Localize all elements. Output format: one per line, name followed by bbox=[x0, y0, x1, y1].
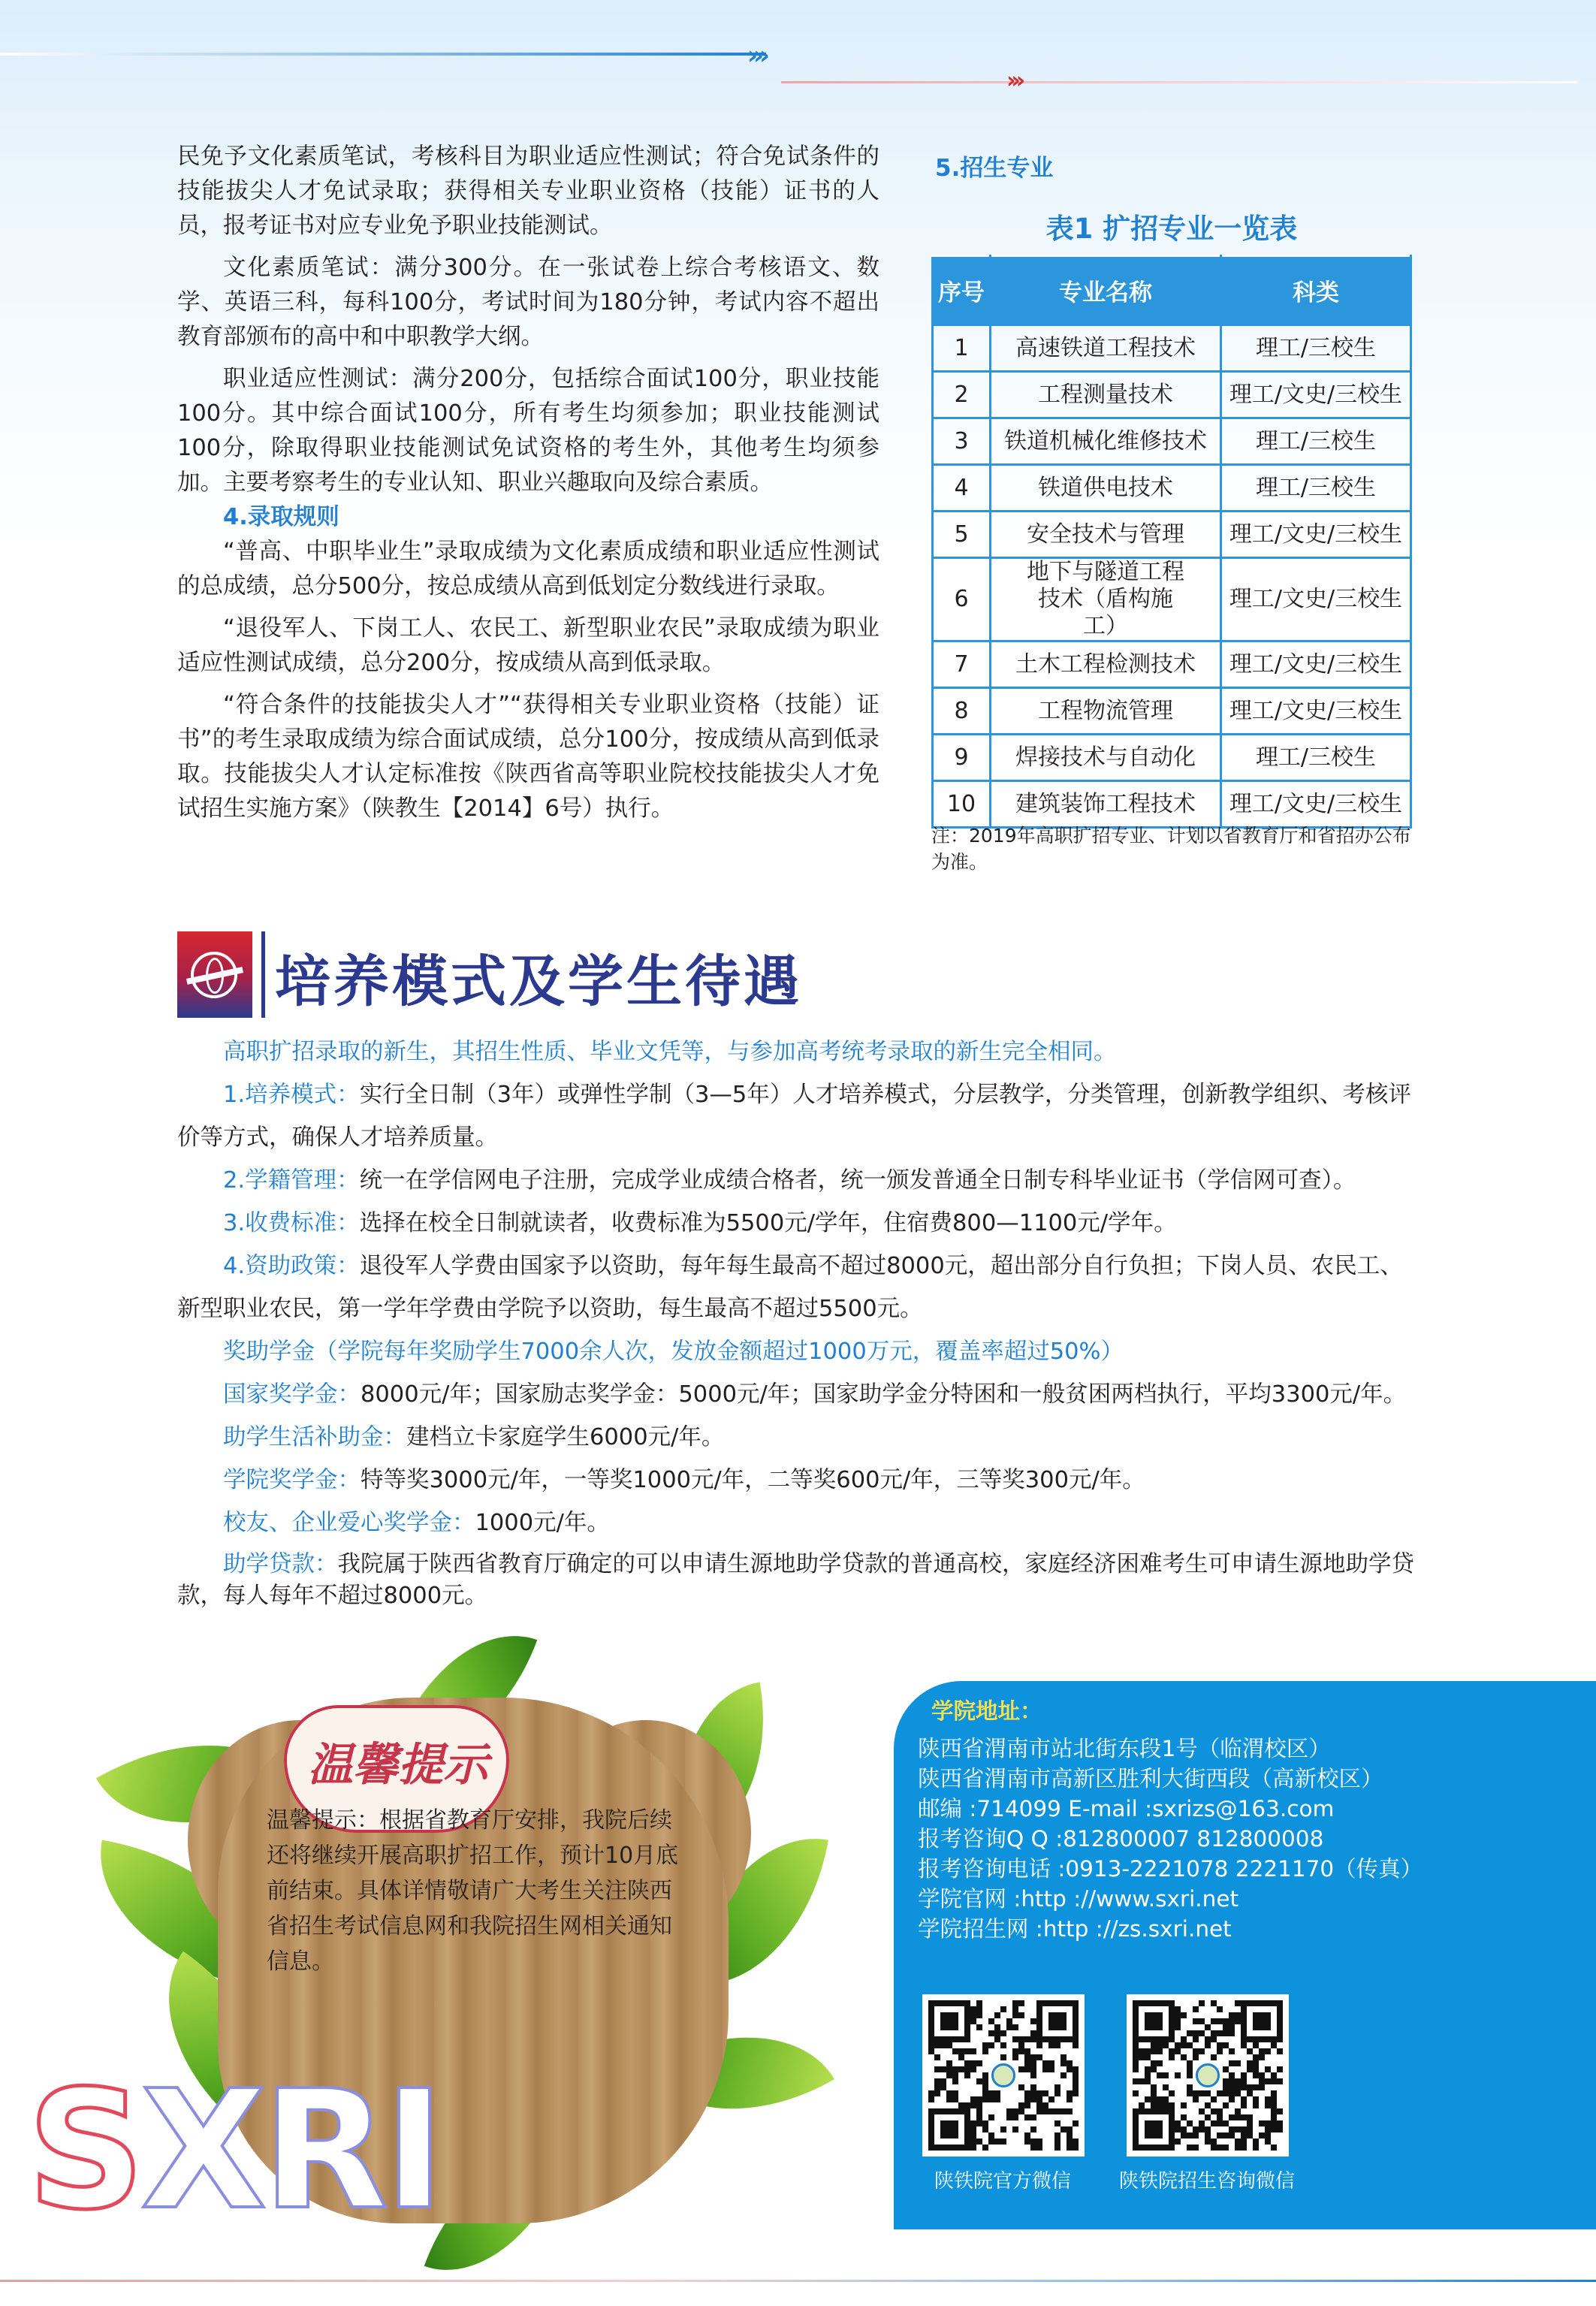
tip-badge-text: 温馨提示 bbox=[308, 1739, 488, 1791]
paragraph: 文化素质笔试：满分300分。在一张试卷上综合考核语文、数学、英语三科，每科100分，考试时间为180分钟，考试内容不超出教育部颁布的高中和中职教学大纲。 bbox=[177, 255, 879, 350]
item-text: 特等奖3000元/年，一等奖1000元/年，二等奖600元/年，三等奖300元/年。 bbox=[361, 1467, 1145, 1493]
section-heading: 5.招生专业 bbox=[935, 155, 1054, 182]
contact-line: 陕西省渭南市站北街东段1号（临渭校区） bbox=[918, 1736, 1331, 1761]
table-row bbox=[933, 781, 1411, 828]
intro-text: 高职扩招录取的新生，其招生性质、毕业文凭等，与参加高考统考录取的新生完全相同。 bbox=[223, 1039, 1117, 1065]
logo-letter: S bbox=[27, 2056, 141, 2246]
item-text: 实行全日制（3年）或弹性学制（3—5年）人才培养模式，分层教学，分类管理，创新教学组织、考核评价等方式，确保人才培养质量。 bbox=[177, 1082, 1411, 1151]
contact-info bbox=[918, 1696, 1564, 1944]
table-cell: 理工/三校生 bbox=[1221, 325, 1411, 372]
table-cell: 铁道机械化维修技术 bbox=[991, 418, 1221, 465]
table-title: 表1 扩招专业一览表 bbox=[1045, 213, 1298, 245]
official-wechat-qr[interactable] bbox=[922, 1994, 1085, 2157]
sxri-logo bbox=[27, 2056, 441, 2246]
qr-logo-icon bbox=[1196, 2063, 1220, 2087]
table-row bbox=[933, 512, 1411, 558]
table-row bbox=[933, 418, 1411, 465]
contact-line: 报考咨询电话 :0913-2221078 2221170（传真） bbox=[918, 1856, 1423, 1882]
table-cell: 1 bbox=[933, 325, 991, 372]
item-label: 3.收费标准： bbox=[223, 1210, 360, 1236]
policy-item bbox=[177, 1245, 1424, 1330]
table-cell: 理工/三校生 bbox=[1221, 735, 1411, 781]
item-text: 统一在学信网电子注册，完成学业成绩合格者，统一颁发普通全日制专科毕业证书（学信网可查）。 bbox=[359, 1167, 1356, 1194]
table-cell: 9 bbox=[933, 735, 991, 781]
item-label: 助学贷款： bbox=[223, 1551, 338, 1577]
policy-item bbox=[177, 1073, 1424, 1159]
contact-label: 学院地址： bbox=[931, 1698, 1042, 1724]
admission-wechat-qr[interactable] bbox=[1127, 1994, 1289, 2157]
table-cell: 3 bbox=[933, 418, 991, 465]
item-text: 选择在校全日制就读者，收费标准为5500元/学年，住宿费800—1100元/学年。 bbox=[359, 1210, 1177, 1236]
qr-logo-icon bbox=[991, 2063, 1015, 2087]
table-cell: 4 bbox=[933, 465, 991, 512]
table-cell: 建筑装饰工程技术 bbox=[991, 781, 1221, 828]
item-label: 2.学籍管理： bbox=[223, 1167, 360, 1194]
section-title: 培养模式及学生待遇 bbox=[275, 949, 802, 1014]
tip-text bbox=[267, 1803, 687, 1979]
table-cell: 安全技术与管理 bbox=[991, 512, 1221, 558]
item-label: 4.资助政策： bbox=[223, 1253, 360, 1279]
section-heading: 4.录取规则 bbox=[223, 504, 339, 530]
table-cell: 10 bbox=[933, 781, 991, 828]
item-text: 1000元/年。 bbox=[475, 1510, 610, 1536]
section2-body bbox=[177, 1031, 1424, 1612]
qr-caption: 陕铁院官方微信 bbox=[934, 2170, 1071, 2193]
table-cell: 理工/三校生 bbox=[1221, 465, 1411, 512]
table-cell: 理工/文史/三校生 bbox=[1221, 688, 1411, 735]
red-arrows-icon: ››› bbox=[1006, 68, 1021, 94]
award-item bbox=[177, 1373, 1424, 1416]
table-cell: 工程测量技术 bbox=[991, 372, 1221, 418]
contact-line: 学院官网 :http ://www.sxri.net bbox=[918, 1886, 1239, 1912]
table-cell: 6 bbox=[933, 558, 991, 641]
item-label: 国家奖学金： bbox=[223, 1381, 361, 1408]
table-row bbox=[933, 641, 1411, 688]
scholarship-lead: 奖助学金（学院每年奖励学生7000余人次，发放金额超过1000万元，覆盖率超过50%） bbox=[223, 1339, 1124, 1365]
table-cell: 焊接技术与自动化 bbox=[991, 735, 1221, 781]
logo-letters: XRI bbox=[140, 2056, 441, 2246]
table-cell: 7 bbox=[933, 641, 991, 688]
policy-item bbox=[177, 1202, 1424, 1245]
top-decor-line-red bbox=[781, 81, 1577, 83]
paragraph: 民免予文化素质笔试，考核科目为职业适应性测试；符合免试条件的技能拔尖人才免试录取；获得相关专业职业资格（技能）证书的人员，报考证书对应专业免予职业技能测试。 bbox=[177, 143, 879, 239]
left-column bbox=[177, 140, 879, 826]
award-item bbox=[177, 1416, 1424, 1459]
award-item bbox=[177, 1549, 1424, 1612]
item-text: 8000元/年；国家励志奖学金：5000元/年；国家助学金分特困和一般贫困两档执行，平均3300元/年。 bbox=[361, 1381, 1407, 1408]
table-cell: 土木工程检测技术 bbox=[991, 641, 1221, 688]
item-text: 建档立卡家庭学生6000元/年。 bbox=[406, 1424, 725, 1450]
item-label: 1.培养模式： bbox=[223, 1082, 360, 1108]
tip-paragraph: 温馨提示：根据省教育厅安排，我院后续还将继续开展高职扩招工作，预计10月底前结束。具体详情敬请广大考生关注陕西省招生考试信息网和我院招生网相关通知信息。 bbox=[267, 1807, 679, 1975]
paragraph: “普高、中职毕业生”录取成绩为文化素质成绩和职业适应性测试的总成绩，总分500分，按总成绩从高到低划定分数线进行录取。 bbox=[177, 539, 879, 599]
majors-table bbox=[931, 255, 1412, 829]
paragraph: “退役军人、下岗工人、农民工、新型职业农民”录取成绩为职业适应性测试成绩，总分200分，按成绩从高到低录取。 bbox=[177, 615, 879, 676]
contact-line: 陕西省渭南市高新区胜利大街西段（高新校区） bbox=[918, 1766, 1383, 1791]
top-decor-line bbox=[0, 53, 766, 56]
item-text: 退役军人学费由国家予以资助，每年每生最高不超过8000元，超出部分自行负担；下岗人员、农民工、新型职业农民，第一学年学费由学院予以资助，每生最高不超过5500元。 bbox=[177, 1253, 1403, 1322]
contact-line: 邮编 :714099 E-mail :sxrizs@163.com bbox=[918, 1796, 1335, 1822]
award-item bbox=[177, 1502, 1424, 1544]
bottom-decor-line bbox=[0, 2280, 1596, 2282]
heading-divider bbox=[261, 931, 265, 1018]
table-cell: 地下与隧道工程技术（盾构施工） bbox=[991, 558, 1221, 641]
table-cell: 理工/文史/三校生 bbox=[1221, 558, 1411, 641]
college-globe-icon bbox=[177, 931, 252, 1018]
contact-line: 学院招生网 :http ://zs.sxri.net bbox=[918, 1916, 1232, 1942]
table-cell: 理工/文史/三校生 bbox=[1221, 512, 1411, 558]
table-row bbox=[933, 465, 1411, 512]
table-header: 序号 bbox=[933, 256, 991, 325]
table-row bbox=[933, 372, 1411, 418]
qr-caption: 陕铁院招生咨询微信 bbox=[1118, 2170, 1295, 2193]
contact-line: 报考咨询Q Q :812800007 812800008 bbox=[918, 1826, 1324, 1852]
item-label: 助学生活补助金： bbox=[223, 1424, 406, 1450]
item-text: 我院属于陕西省教育厅确定的可以申请生源地助学贷款的普通高校，家庭经济困难考生可申请生源地助学贷款，每人每年不超过8000元。 bbox=[177, 1551, 1414, 1609]
policy-item bbox=[177, 1159, 1424, 1202]
table-cell: 5 bbox=[933, 512, 991, 558]
paragraph: 职业适应性测试：满分200分，包括综合面试100分，职业技能100分。其中综合面试100分，所有考生均须参加；职业技能测试100分，除取得职业技能测试免试资格的考生外，其他考生均须参加。主要考察考生的专业认知、职业兴趣取向及综合素质。 bbox=[177, 366, 879, 496]
table-header: 专业名称 bbox=[991, 256, 1221, 325]
table-cell: 工程物流管理 bbox=[991, 688, 1221, 735]
item-label: 学院奖学金： bbox=[223, 1467, 361, 1493]
table-note: 注：2019年高职扩招专业、计划以省教育厅和省招办公布为准。 bbox=[931, 825, 1411, 873]
paragraph: “符合条件的技能拔尖人才”“获得相关专业职业资格（技能）证书”的考生录取成绩为综合面试成绩，总分100分，按成绩从高到低录取。技能拔尖人才认定标准按《陕西省高等职业院校技能拔尖人才免试招生实施方案》（陕教生【2014】6号）执行。 bbox=[177, 692, 879, 822]
table-row bbox=[933, 688, 1411, 735]
table-header: 科类 bbox=[1221, 256, 1411, 325]
table-cell: 理工/三校生 bbox=[1221, 418, 1411, 465]
table-row bbox=[933, 735, 1411, 781]
table-cell: 理工/文史/三校生 bbox=[1221, 641, 1411, 688]
award-item bbox=[177, 1459, 1424, 1502]
table-row bbox=[933, 325, 1411, 372]
table-cell: 铁道供电技术 bbox=[991, 465, 1221, 512]
table-cell: 8 bbox=[933, 688, 991, 735]
item-label: 校友、企业爱心奖学金： bbox=[223, 1510, 475, 1536]
table-row bbox=[933, 558, 1411, 641]
table-cell: 理工/文史/三校生 bbox=[1221, 781, 1411, 828]
table-cell: 高速铁道工程技术 bbox=[991, 325, 1221, 372]
table-cell: 2 bbox=[933, 372, 991, 418]
table-cell: 理工/文史/三校生 bbox=[1221, 372, 1411, 418]
top-arrows-icon: ››› bbox=[747, 41, 766, 71]
